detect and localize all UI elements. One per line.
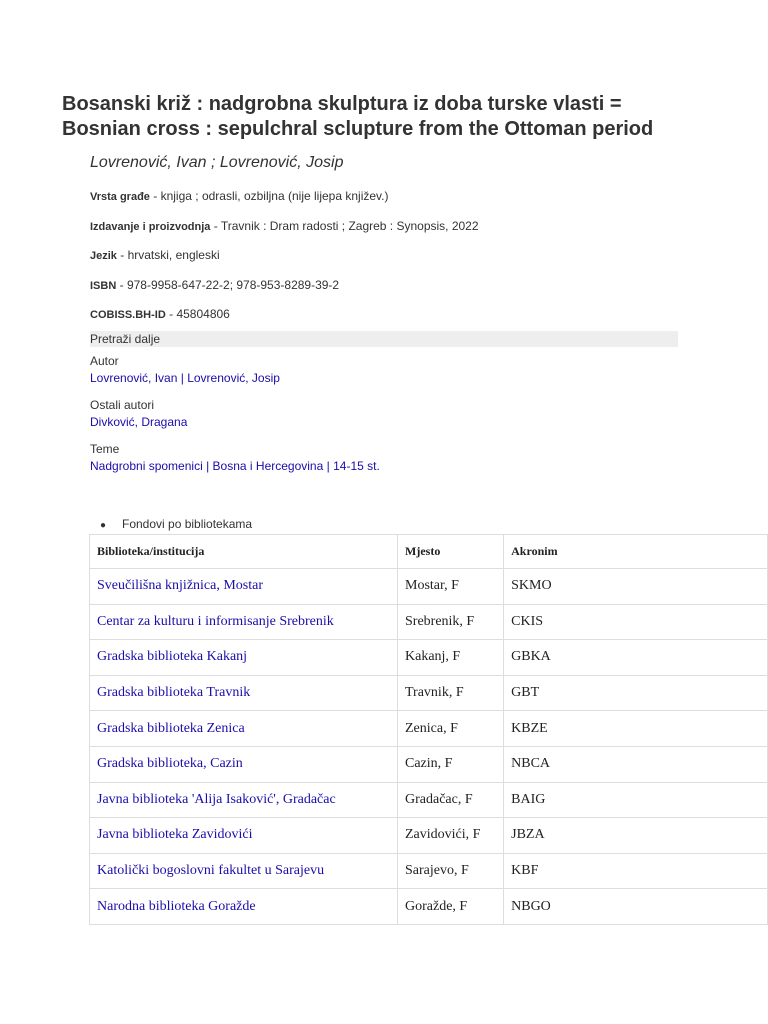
- author-links: Lovrenović, Ivan | Lovrenović, Josip: [90, 371, 280, 385]
- library-link[interactable]: Gradska biblioteka Zenica: [90, 711, 398, 747]
- table-row: [90, 711, 768, 747]
- column-header-library: Biblioteka/institucija: [90, 535, 398, 569]
- title-line-2: Bosnian cross : sepulchral sclupture from the Ottoman period: [62, 118, 654, 140]
- library-acronym: NBCA: [504, 746, 768, 782]
- field-value: - knjiga ; odrasli, ozbiljna (nije lijepa književ.): [149, 189, 389, 203]
- library-acronym: CKIS: [504, 604, 768, 640]
- other-author-link[interactable]: Divković, Dragana: [90, 415, 188, 429]
- holdings-label: Fondovi po bibliotekama: [122, 517, 253, 531]
- library-link[interactable]: Centar za kulturu i informisanje Srebrenik: [90, 604, 398, 640]
- library-place: Sarajevo, F: [398, 853, 504, 889]
- library-link[interactable]: Katolički bogoslovni fakultet u Sarajevu: [90, 853, 398, 889]
- field-isbn: [90, 278, 339, 292]
- table-header-row: [90, 535, 768, 569]
- library-place: Kakanj, F: [398, 640, 504, 676]
- holdings-table: [89, 534, 768, 925]
- bullet-icon: ●: [100, 520, 107, 531]
- column-header-acronym: Akronim: [504, 535, 768, 569]
- search-further-heading: Pretraži dalje: [90, 331, 678, 347]
- topics-label: Teme: [90, 442, 120, 456]
- field-label: Jezik: [90, 250, 117, 262]
- table-row: [90, 818, 768, 854]
- field-language: [90, 248, 220, 262]
- column-header-place: Mjesto: [398, 535, 504, 569]
- library-acronym: SKMO: [504, 569, 768, 605]
- field-value: - 45804806: [165, 307, 230, 321]
- field-label: ISBN: [90, 280, 117, 292]
- field-value: - 978-9958-647-22-2; 978-953-8289-39-2: [116, 278, 340, 292]
- library-place: Zavidovići, F: [398, 818, 504, 854]
- field-label: Vrsta građe: [90, 191, 150, 203]
- author-label: Autor: [90, 354, 119, 368]
- table-row: [90, 569, 768, 605]
- library-place: Srebrenik, F: [398, 604, 504, 640]
- library-link[interactable]: Javna biblioteka Zavidovići: [90, 818, 398, 854]
- topic-link[interactable]: Nadgrobni spomenici: [90, 459, 203, 473]
- record-authors: Lovrenović, Ivan ; Lovrenović, Josip: [90, 154, 344, 171]
- library-acronym: KBZE: [504, 711, 768, 747]
- library-acronym: GBKA: [504, 640, 768, 676]
- topic-links: Nadgrobni spomenici | Bosna i Hercegovina | 14-15 st.: [90, 459, 380, 473]
- library-link[interactable]: Gradska biblioteka Travnik: [90, 675, 398, 711]
- field-publication: [90, 219, 479, 233]
- library-link[interactable]: Javna biblioteka 'Alija Isaković', Gradačac: [90, 782, 398, 818]
- library-place: Gradačac, F: [398, 782, 504, 818]
- library-place: Travnik, F: [398, 675, 504, 711]
- other-author-links: [90, 415, 187, 429]
- library-link[interactable]: Narodna biblioteka Goražde: [90, 889, 398, 925]
- library-link[interactable]: Sveučilišna knjižnica, Mostar: [90, 569, 398, 605]
- library-place: Cazin, F: [398, 746, 504, 782]
- library-place: Zenica, F: [398, 711, 504, 747]
- table-row: [90, 640, 768, 676]
- holdings-bullet: [100, 517, 252, 531]
- library-acronym: KBF: [504, 853, 768, 889]
- author-link[interactable]: Lovrenović, Josip: [187, 371, 280, 385]
- field-label: COBISS.BH-ID: [90, 309, 166, 321]
- other-authors-label: Ostali autori: [90, 398, 155, 412]
- library-acronym: BAIG: [504, 782, 768, 818]
- field-value: - Travnik : Dram radosti ; Zagreb : Synopsis, 2022: [210, 219, 479, 233]
- field-label: Izdavanje i proizvodnja: [90, 221, 211, 233]
- author-link[interactable]: Lovrenović, Ivan: [90, 371, 178, 385]
- record-title: [62, 92, 752, 142]
- library-link[interactable]: Gradska biblioteka, Cazin: [90, 746, 398, 782]
- library-acronym: GBT: [504, 675, 768, 711]
- table-row: [90, 604, 768, 640]
- table-row: [90, 782, 768, 818]
- library-place: Goražde, F: [398, 889, 504, 925]
- title-line-1: Bosanski križ : nadgrobna skulptura iz doba turske vlasti =: [62, 93, 622, 115]
- table-row: [90, 675, 768, 711]
- library-place: Mostar, F: [398, 569, 504, 605]
- table-row: [90, 853, 768, 889]
- table-row: [90, 889, 768, 925]
- topic-link[interactable]: 14-15 st.: [333, 459, 380, 473]
- field-cobiss-id: [90, 307, 230, 321]
- field-value: - hrvatski, engleski: [116, 248, 220, 262]
- library-acronym: NBGO: [504, 889, 768, 925]
- library-link[interactable]: Gradska biblioteka Kakanj: [90, 640, 398, 676]
- library-acronym: JBZA: [504, 818, 768, 854]
- topic-link[interactable]: Bosna i Hercegovina: [212, 459, 324, 473]
- field-material-type: [90, 189, 388, 203]
- table-row: [90, 746, 768, 782]
